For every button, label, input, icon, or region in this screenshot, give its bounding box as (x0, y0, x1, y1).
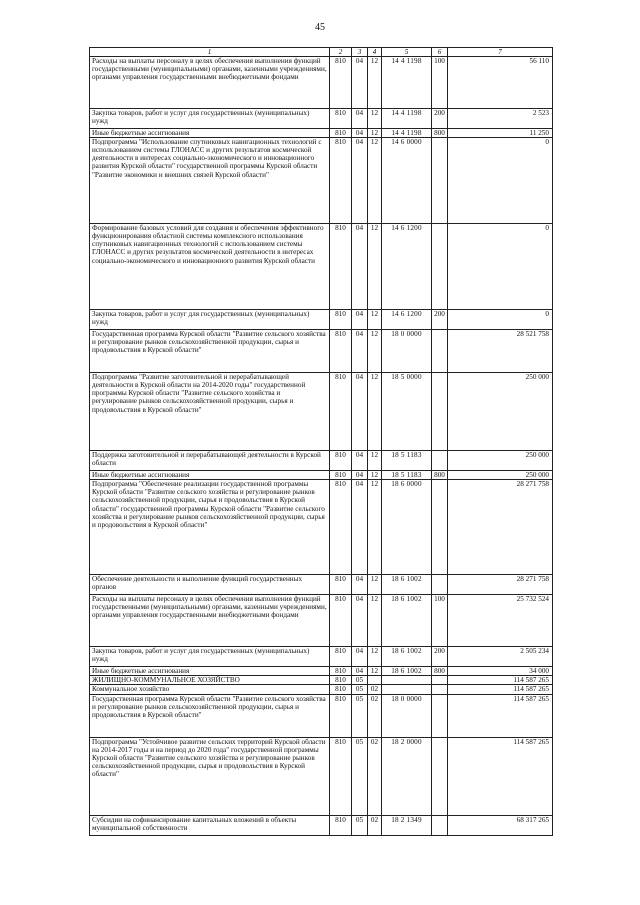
table-row (90, 57, 553, 109)
row-amount: 2 505 234 (448, 647, 553, 667)
row-section-code: 05 (352, 815, 368, 835)
row-expense-type (432, 373, 448, 451)
row-subsection-code: 12 (368, 471, 382, 480)
row-target-article: 18 0 0000 (382, 330, 432, 373)
row-name: Коммунальное хозяйство (90, 685, 330, 694)
row-expense-type: 100 (432, 595, 448, 647)
column-number: 5 (382, 48, 432, 57)
row-expense-type: 200 (432, 647, 448, 667)
row-name: Государственная программа Курской области "Развитие сельского хозяйства и регулирование рынков сельскохозяйственной продукции, сырья и продовольствия в Курской области" (90, 330, 330, 373)
row-expense-type: 200 (432, 310, 448, 330)
row-amount: 68 317 265 (448, 815, 553, 835)
row-amount: 0 (448, 224, 553, 310)
row-subsection-code: 12 (368, 109, 382, 129)
row-section-code: 04 (352, 575, 368, 595)
row-subsection-code: 12 (368, 595, 382, 647)
row-section-code: 04 (352, 109, 368, 129)
row-admin-code: 810 (330, 737, 352, 815)
table-row (90, 451, 553, 471)
row-name: ЖИЛИЩНО-КОММУНАЛЬНОЕ ХОЗЯЙСТВО (90, 676, 330, 685)
row-name: Подпрограмма "Развитие заготовительной и перерабатывающей деятельности в Курской области на 2014-2020 годы" государственной программы Курской области "Развитие сельского хозяйства и регулирование рынков сельскохозяйственной продукции, сырья и продовольствия в Курской области" (90, 373, 330, 451)
budget-table (89, 47, 553, 836)
page-number: 45 (315, 22, 325, 33)
row-section-code: 05 (352, 737, 368, 815)
row-expense-type: 100 (432, 57, 448, 109)
row-subsection-code: 02 (368, 815, 382, 835)
row-section-code: 05 (352, 685, 368, 694)
row-admin-code: 810 (330, 451, 352, 471)
row-target-article: 18 6 1002 (382, 667, 432, 676)
row-target-article: 18 6 1002 (382, 575, 432, 595)
row-admin-code: 810 (330, 129, 352, 138)
row-admin-code: 810 (330, 685, 352, 694)
row-admin-code: 810 (330, 138, 352, 224)
table-row (90, 330, 553, 373)
row-expense-type (432, 815, 448, 835)
row-admin-code: 810 (330, 310, 352, 330)
row-target-article: 18 5 1183 (382, 451, 432, 471)
row-name: Подпрограмма "Обеспечение реализации государственной программы Курской области "Развитие сельского хозяйства и регулирование рынков сельскохозяйственной продукции, сырья и продовольствия в Курской области" государственной программы Курской области "Развитие сельского хозяйства и регулирование рынков сельскохозяйственной продукции, сырья и продовольствия в Курской области" (90, 480, 330, 575)
row-admin-code: 810 (330, 330, 352, 373)
row-target-article: 18 2 1349 (382, 815, 432, 835)
table-row (90, 373, 553, 451)
row-section-code: 04 (352, 138, 368, 224)
row-section-code: 04 (352, 330, 368, 373)
table-row (90, 737, 553, 815)
row-section-code: 04 (352, 373, 368, 451)
row-amount: 114 587 265 (448, 737, 553, 815)
row-subsection-code: 12 (368, 330, 382, 373)
row-section-code: 04 (352, 471, 368, 480)
row-expense-type: 800 (432, 471, 448, 480)
row-target-article: 14 4 1198 (382, 129, 432, 138)
column-number: 2 (330, 48, 352, 57)
row-subsection-code: 12 (368, 667, 382, 676)
table-row (90, 129, 553, 138)
row-admin-code: 810 (330, 57, 352, 109)
table-row (90, 676, 553, 685)
row-section-code: 04 (352, 451, 368, 471)
row-target-article: 14 6 1200 (382, 310, 432, 330)
row-admin-code: 810 (330, 575, 352, 595)
table-row (90, 595, 553, 647)
row-target-article: 18 5 0000 (382, 373, 432, 451)
row-name: Подпрограмма "Устойчивое развитие сельских территорий Курской области на 2014-2017 годы и на период до 2020 года" государственной программы Курской области "Развитие сельского хозяйства и регулирование рынков сельскохозяйственной продукции, сырья и продовольствия в Курской области" (90, 737, 330, 815)
row-expense-type: 800 (432, 129, 448, 138)
row-subsection-code: 12 (368, 575, 382, 595)
row-expense-type (432, 737, 448, 815)
table-row (90, 667, 553, 676)
row-admin-code: 810 (330, 647, 352, 667)
row-admin-code: 810 (330, 694, 352, 737)
row-section-code: 04 (352, 595, 368, 647)
row-admin-code: 810 (330, 224, 352, 310)
row-subsection-code: 02 (368, 694, 382, 737)
row-name: Субсидии на софинансирование капитальных вложений в объекты муниципальной собственности (90, 815, 330, 835)
row-admin-code: 810 (330, 471, 352, 480)
row-amount: 34 000 (448, 667, 553, 676)
row-amount: 56 110 (448, 57, 553, 109)
row-subsection-code: 12 (368, 138, 382, 224)
row-name: Закупка товаров, работ и услуг для государственных (муниципальных) нужд (90, 310, 330, 330)
table-row (90, 575, 553, 595)
row-name: Формирование базовых условий для создания и обеспечения эффективного функционирования областной системы комплексного использования спутниковых навигационных технологий с использованием системы ГЛОНАСС и других результатов космической деятельности в интересах социально-экономического и инновационного развития Курской области (90, 224, 330, 310)
row-section-code: 04 (352, 647, 368, 667)
row-amount: 28 521 758 (448, 330, 553, 373)
column-number: 1 (90, 48, 330, 57)
row-name: Расходы на выплаты персоналу в целях обеспечения выполнения функций государственными (муниципальными) органами, казенными учреждениями, органами управления государственными внебюджетными фондами (90, 595, 330, 647)
table-row (90, 647, 553, 667)
row-target-article: 18 6 1002 (382, 647, 432, 667)
table-row (90, 224, 553, 310)
row-section-code: 04 (352, 57, 368, 109)
column-number: 6 (432, 48, 448, 57)
row-name: Иные бюджетные ассигнования (90, 129, 330, 138)
row-expense-type: 200 (432, 109, 448, 129)
row-expense-type: 800 (432, 667, 448, 676)
column-number-row (90, 48, 553, 57)
row-amount: 0 (448, 310, 553, 330)
row-name: Иные бюджетные ассигнования (90, 471, 330, 480)
row-subsection-code (368, 676, 382, 685)
row-target-article: 14 6 1200 (382, 224, 432, 310)
row-section-code: 04 (352, 310, 368, 330)
row-target-article: 18 6 0000 (382, 480, 432, 575)
table-row (90, 694, 553, 737)
row-expense-type (432, 676, 448, 685)
row-subsection-code: 12 (368, 373, 382, 451)
row-section-code: 04 (352, 480, 368, 575)
row-expense-type (432, 330, 448, 373)
row-target-article: 18 2 0000 (382, 737, 432, 815)
table-row (90, 471, 553, 480)
row-target-article: 18 5 1183 (382, 471, 432, 480)
table-row (90, 109, 553, 129)
row-target-article: 14 6 0000 (382, 138, 432, 224)
row-subsection-code: 12 (368, 310, 382, 330)
row-amount: 250 000 (448, 373, 553, 451)
row-section-code: 05 (352, 676, 368, 685)
row-subsection-code: 12 (368, 647, 382, 667)
row-admin-code: 810 (330, 667, 352, 676)
row-subsection-code: 12 (368, 480, 382, 575)
row-admin-code: 810 (330, 373, 352, 451)
row-section-code: 04 (352, 667, 368, 676)
row-section-code: 05 (352, 694, 368, 737)
table-body (90, 57, 553, 835)
row-admin-code: 810 (330, 676, 352, 685)
row-expense-type (432, 138, 448, 224)
table-row (90, 480, 553, 575)
column-number: 7 (448, 48, 553, 57)
row-amount: 11 250 (448, 129, 553, 138)
row-section-code: 04 (352, 129, 368, 138)
row-admin-code: 810 (330, 815, 352, 835)
row-admin-code: 810 (330, 109, 352, 129)
column-number: 3 (352, 48, 368, 57)
row-expense-type (432, 575, 448, 595)
row-name: Расходы на выплаты персоналу в целях обеспечения выполнения функций государственными (муниципальными) органами, казенными учреждениями, органами управления государственными внебюджетными фондами (90, 57, 330, 109)
row-amount: 250 000 (448, 471, 553, 480)
row-subsection-code: 02 (368, 737, 382, 815)
row-subsection-code: 12 (368, 451, 382, 471)
row-amount: 114 587 265 (448, 676, 553, 685)
row-name: Подпрограмма "Использование спутниковых навигационных технологий с использованием системы ГЛОНАСС и других результатов космической деятельности в интересах социально-экономического и инновационного развития Курской области" государственной программы Курской области "Развитие экономики и внешних связей Курской области" (90, 138, 330, 224)
row-name: Государственная программа Курской области "Развитие сельского хозяйства и регулирование рынков сельскохозяйственной продукции, сырья и продовольствия в Курской области" (90, 694, 330, 737)
row-target-article: 14 4 1198 (382, 57, 432, 109)
row-amount: 2 523 (448, 109, 553, 129)
row-admin-code: 810 (330, 595, 352, 647)
row-amount: 25 732 524 (448, 595, 553, 647)
row-name: Обеспечение деятельности и выполнение функций государственных органов (90, 575, 330, 595)
row-target-article: 18 0 0000 (382, 694, 432, 737)
row-target-article (382, 685, 432, 694)
row-amount: 28 271 758 (448, 575, 553, 595)
row-subsection-code: 12 (368, 224, 382, 310)
row-expense-type (432, 685, 448, 694)
row-name: Иные бюджетные ассигнования (90, 667, 330, 676)
table-row (90, 685, 553, 694)
row-target-article (382, 676, 432, 685)
row-amount: 250 000 (448, 451, 553, 471)
row-expense-type (432, 480, 448, 575)
table-row (90, 138, 553, 224)
row-expense-type (432, 451, 448, 471)
row-target-article: 18 6 1002 (382, 595, 432, 647)
column-number: 4 (368, 48, 382, 57)
row-amount: 0 (448, 138, 553, 224)
table-row (90, 815, 553, 835)
row-expense-type (432, 224, 448, 310)
row-subsection-code: 12 (368, 57, 382, 109)
row-subsection-code: 12 (368, 129, 382, 138)
row-amount: 114 587 265 (448, 694, 553, 737)
row-name: Закупка товаров, работ и услуг для государственных (муниципальных) нужд (90, 109, 330, 129)
row-name: Закупка товаров, работ и услуг для государственных (муниципальных) нужд (90, 647, 330, 667)
row-amount: 28 271 758 (448, 480, 553, 575)
row-admin-code: 810 (330, 480, 352, 575)
row-amount: 114 587 265 (448, 685, 553, 694)
row-target-article: 14 4 1198 (382, 109, 432, 129)
row-name: Поддержка заготовительной и перерабатывающей деятельности в Курской области (90, 451, 330, 471)
row-section-code: 04 (352, 224, 368, 310)
row-subsection-code: 02 (368, 685, 382, 694)
table-row (90, 310, 553, 330)
row-expense-type (432, 694, 448, 737)
